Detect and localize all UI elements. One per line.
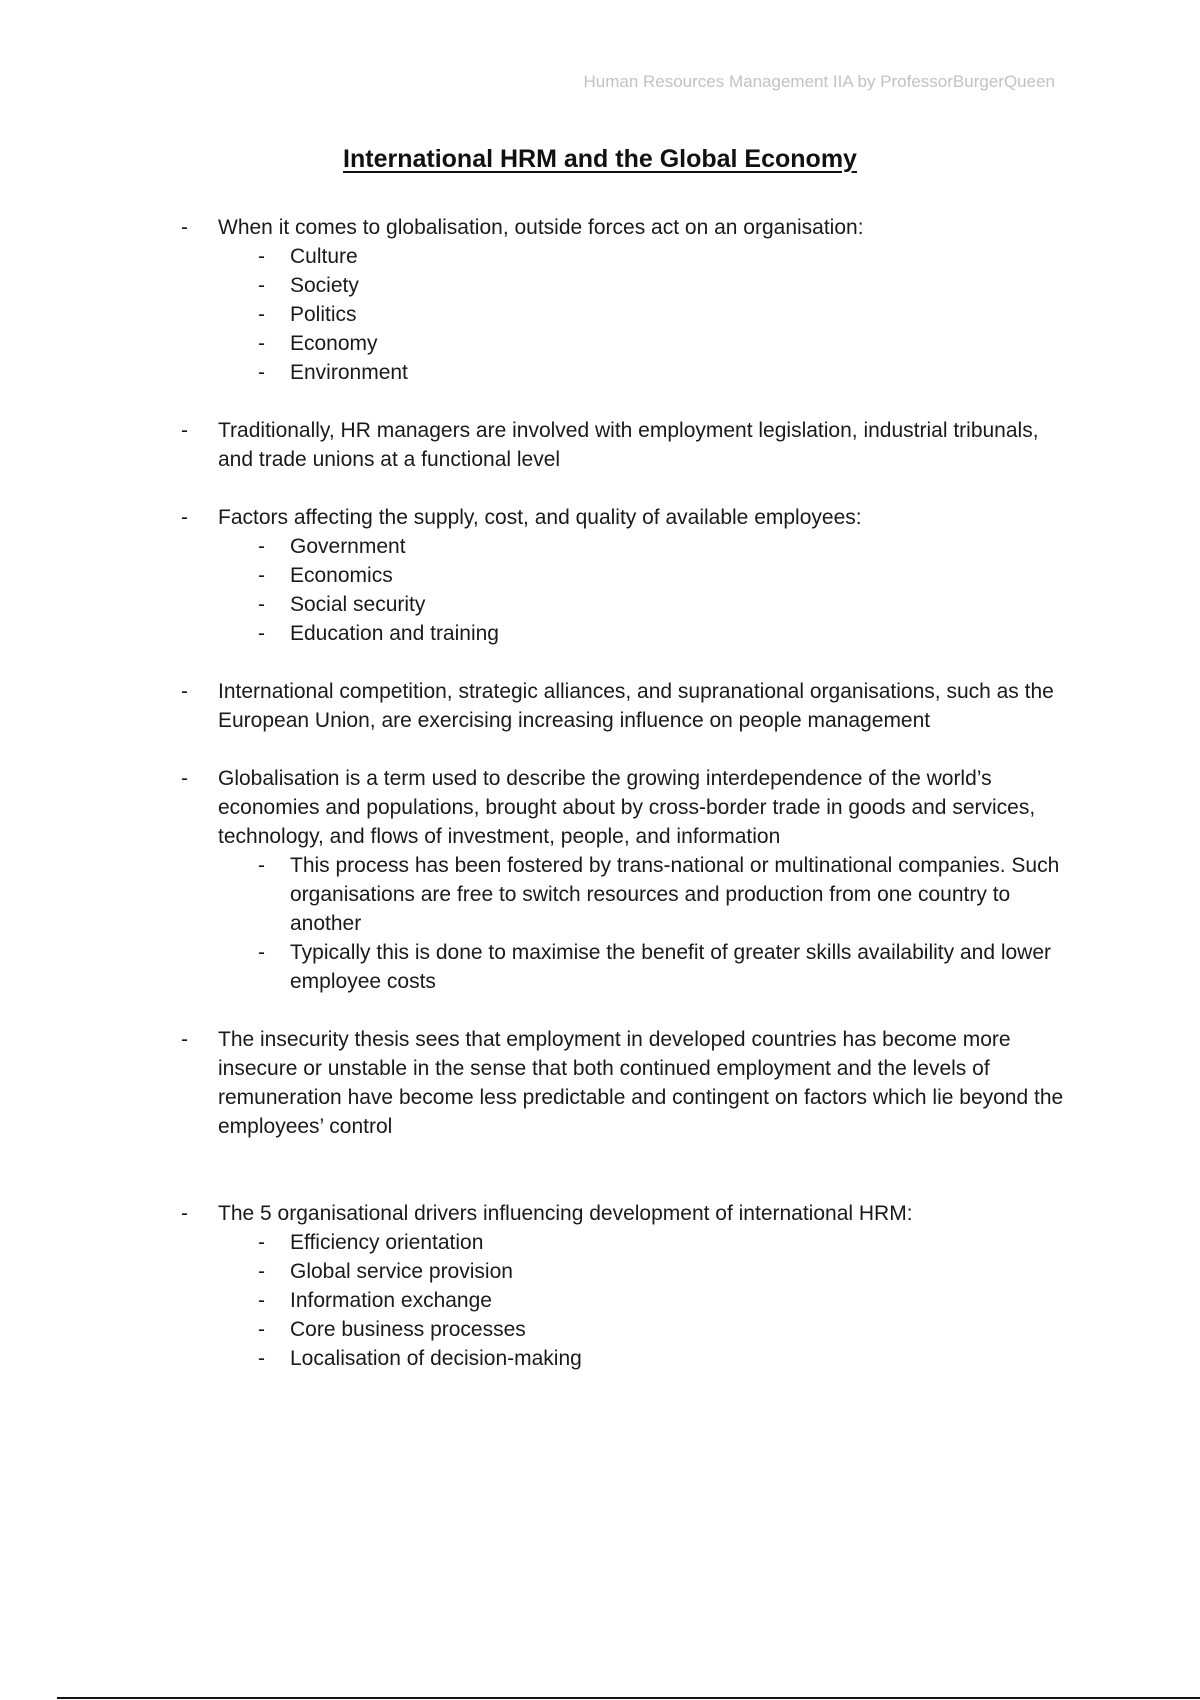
- bullet-point: [178, 1199, 1078, 1373]
- sub-bullet-item: - Society: [218, 271, 1078, 300]
- document-body: [178, 213, 1078, 1402]
- bullet-point: [178, 213, 1078, 387]
- sub-bullet-item: - Economy: [218, 329, 1078, 358]
- sub-bullet-item: - Localisation of decision-making: [218, 1344, 1078, 1373]
- bullet-text: When it comes to globalisation, outside forces act on an organisation:: [218, 216, 864, 239]
- sub-bullet-item: - Typically this is done to maximise the benefit of greater skills availability and lower employee costs: [218, 938, 1078, 996]
- bullet-point: [178, 416, 1078, 474]
- bullet-point: [178, 764, 1078, 996]
- bullet-text: Factors affecting the supply, cost, and quality of available employees:: [218, 506, 862, 529]
- bullet-text: The insecurity thesis sees that employment in developed countries has become more insecure or unstable in the sense that both continued employment and the levels of remuneration have become less predictable and contingent on factors which lie beyond the employees’ control: [218, 1028, 1064, 1138]
- sub-bullet-item: - Government: [218, 532, 1078, 561]
- bullet-point: [178, 1025, 1078, 1141]
- sub-bullet-item: - Information exchange: [218, 1286, 1078, 1315]
- sub-bullet-item: - Education and training: [218, 619, 1078, 648]
- sub-bullet-list: [218, 1228, 1078, 1373]
- bullet-point: [178, 677, 1078, 735]
- sub-bullet-item: - Environment: [218, 358, 1078, 387]
- sub-bullet-item: - Culture: [218, 242, 1078, 271]
- bullet-text: The 5 organisational drivers influencing development of international HRM:: [218, 1202, 913, 1225]
- bullet-text: Globalisation is a term used to describe the growing interdependence of the world’s economies and populations, brought about by cross-border trade in goods and services, technology, and flows of investment, people, and information: [218, 767, 1036, 848]
- bullet-text: Traditionally, HR managers are involved with employment legislation, industrial tribunals, and trade unions at a functional level: [218, 419, 1039, 471]
- sub-bullet-item: - Core business processes: [218, 1315, 1078, 1344]
- bullet-text: International competition, strategic alliances, and supranational organisations, such as the European Union, are exercising increasing influence on people management: [218, 680, 1054, 732]
- bullet-point: [178, 503, 1078, 648]
- sub-bullet-item: - Politics: [218, 300, 1078, 329]
- sub-bullet-list: [218, 851, 1078, 996]
- footer-rule: [57, 1697, 1200, 1699]
- page-header: Human Resources Management IIA by ProfessorBurgerQueen: [583, 72, 1055, 91]
- sub-bullet-item: - Global service provision: [218, 1257, 1078, 1286]
- page-title: International HRM and the Global Economy: [343, 145, 857, 173]
- sub-bullet-list: [218, 242, 1078, 387]
- sub-bullet-list: [218, 532, 1078, 648]
- sub-bullet-item: - Economics: [218, 561, 1078, 590]
- sub-bullet-item: - Efficiency orientation: [218, 1228, 1078, 1257]
- sub-bullet-item: - This process has been fostered by trans-national or multinational companies. Such organisations are free to switch resources and production from one country to another: [218, 851, 1078, 938]
- sub-bullet-item: - Social security: [218, 590, 1078, 619]
- bullet-list: [178, 213, 1078, 1373]
